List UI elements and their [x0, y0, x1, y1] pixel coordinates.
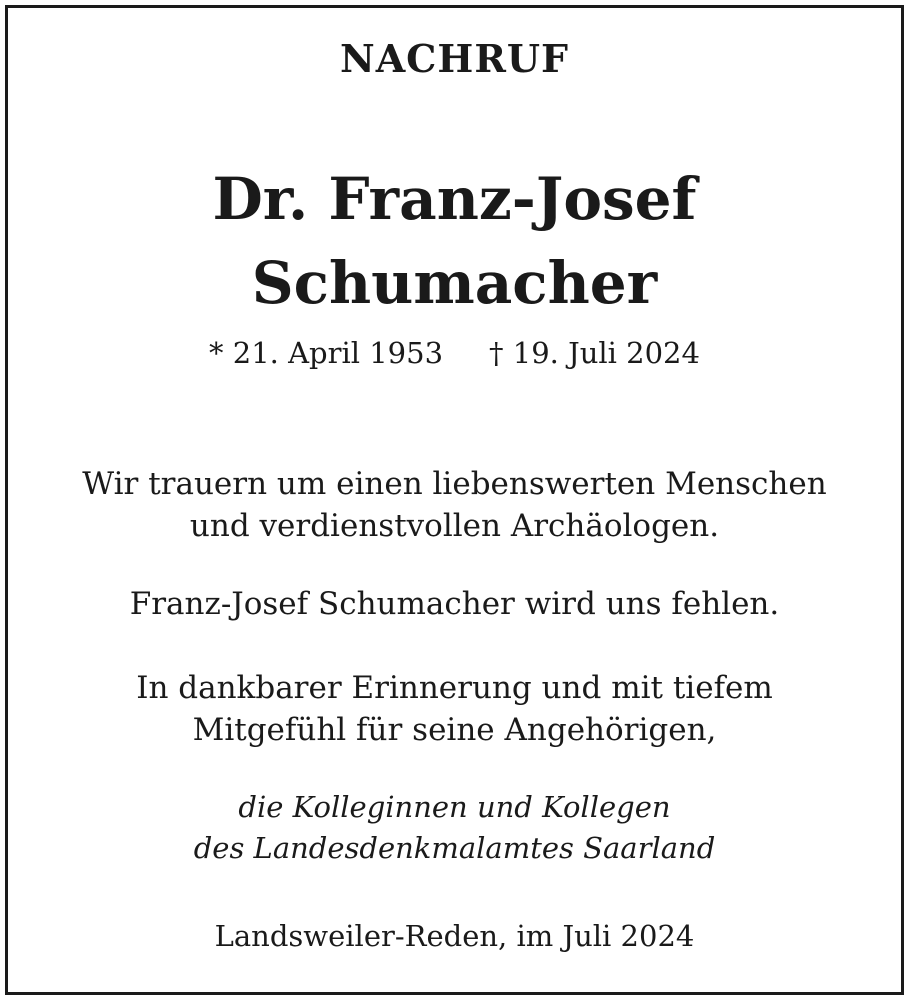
mourning-text-line3: Franz-Josef Schumacher wird uns fehlen.	[129, 586, 780, 622]
mourning-text-line1: Wir trauern um einen liebenswerten Menschen	[82, 466, 827, 502]
mourning-text-line5: Mitgefühl für seine Angehörigen,	[192, 712, 717, 748]
mourning-text-line4: In dankbarer Erinnerung und mit tiefem	[136, 670, 773, 706]
life-dates	[0, 336, 909, 370]
deceased-name-line2: Schumacher	[251, 249, 658, 317]
death-date: † 19. Juli 2024	[489, 336, 700, 370]
mourning-text-line2: und verdienstvollen Archäologen.	[189, 508, 720, 544]
deceased-name-line1: Dr. Franz-Josef	[212, 165, 697, 233]
birth-date: * 21. April 1953	[209, 336, 444, 370]
signature-line2: des Landesdenkmalamtes Saarland	[193, 831, 716, 865]
signature-line1: die Kolleginnen und Kollegen	[238, 790, 671, 824]
obituary-heading: NACHRUF	[339, 36, 570, 81]
place-and-date: Landsweiler-Reden, im Juli 2024	[214, 919, 695, 953]
